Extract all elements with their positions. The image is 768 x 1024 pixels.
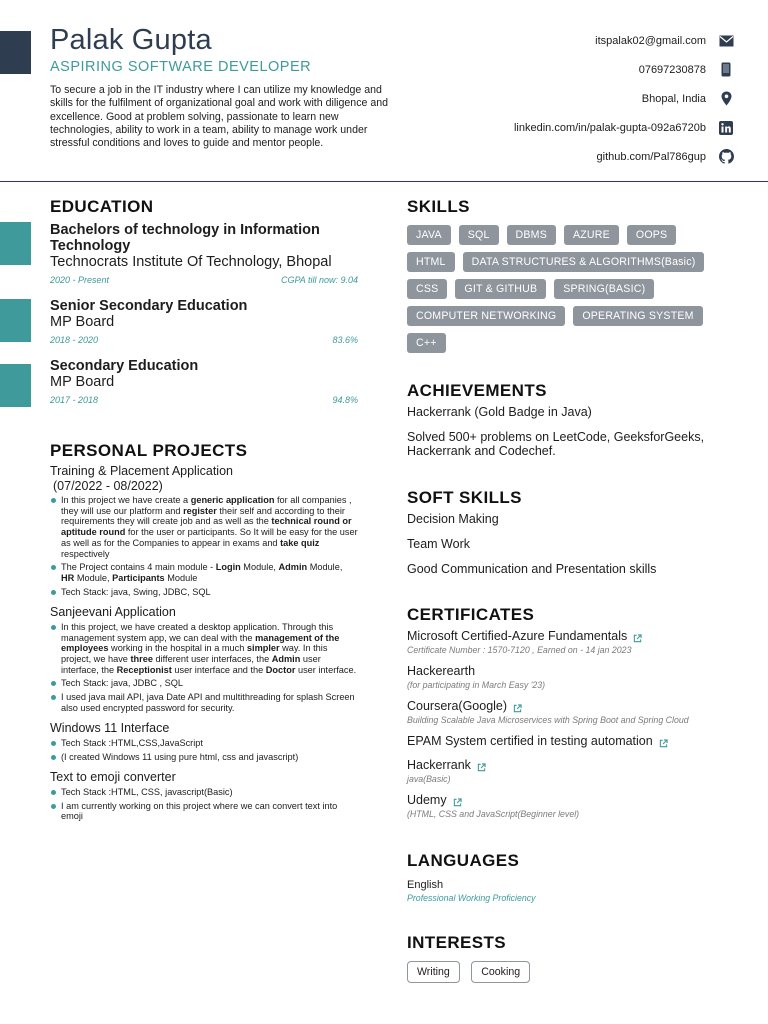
email-icon <box>718 33 734 49</box>
education-dates: 2020 - Present <box>50 275 110 285</box>
education-score: 94.8% <box>332 395 358 405</box>
email-text[interactable]: itspalak02@gmail.com <box>595 34 706 47</box>
skill-tag: CSS <box>407 279 447 299</box>
projects-heading: PERSONAL PROJECTS <box>50 441 248 460</box>
education-meta <box>50 275 358 285</box>
external-link-icon[interactable] <box>513 702 522 711</box>
skill-tag: GIT & GITHUB <box>455 279 546 299</box>
github-icon <box>718 149 734 165</box>
contact-phone[interactable] <box>514 55 734 84</box>
certificates-heading: CERTIFICATES <box>407 605 535 624</box>
education-item <box>50 222 358 285</box>
education-heading: EDUCATION <box>50 197 154 216</box>
skill-tag: SQL <box>459 225 499 245</box>
candidate-role: ASPIRING SOFTWARE DEVELOPER <box>50 59 312 75</box>
education-item <box>50 358 358 405</box>
skill-tag: AZURE <box>564 225 619 245</box>
phone-text[interactable]: 07697230878 <box>638 63 706 76</box>
soft-skill-item: Decision Making <box>407 512 499 526</box>
project-title: Sanjeevani Application <box>50 605 176 620</box>
list-item: I used java mail API, java Date API and multithreading for splash Screen also used encrypted password for security. <box>61 692 358 713</box>
school-name: MP Board <box>50 374 115 390</box>
github-text[interactable]: github.com/Pal786gup <box>596 150 706 163</box>
list-item: (I created Windows 11 using pure html, css and javascript) <box>61 752 358 763</box>
education-section <box>50 197 358 405</box>
interests-heading: INTERESTS <box>407 933 507 952</box>
certificates-section <box>407 605 737 820</box>
skill-tag: C++ <box>407 333 446 353</box>
candidate-name: Palak Gupta <box>50 24 212 56</box>
education-marker-1 <box>0 222 31 265</box>
skill-tag: JAVA <box>407 225 451 245</box>
education-marker-3 <box>0 364 31 407</box>
certificate-title[interactable]: Hackerrank <box>407 758 471 772</box>
achievement-item: Hackerrank (Gold Badge in Java) <box>407 405 592 419</box>
project-item <box>50 464 358 597</box>
skills-section <box>407 197 737 360</box>
certificate-detail: Certificate Number : 1570-7120 , Earned on - 14 jan 2023 <box>407 645 632 655</box>
project-bullets <box>50 787 358 822</box>
skill-tag: OOPS <box>627 225 676 245</box>
certificate-item <box>407 664 737 691</box>
degree-title: Senior Secondary Education <box>50 298 248 314</box>
achievements-heading: ACHIEVEMENTS <box>407 381 547 400</box>
degree-title: Bachelors of technology in Information Technology <box>50 222 320 254</box>
skill-tag: OPERATING SYSTEM <box>573 306 702 326</box>
certificate-detail: (HTML, CSS and JavaScript(Beginner level) <box>407 809 580 819</box>
certificate-detail: Building Scalable Java Microservices with Spring Boot and Spring Cloud <box>407 715 689 725</box>
list-item: Tech Stack :HTML,CSS,JavaScript <box>61 738 358 749</box>
list-item: Tech Stack: java, Swing, JDBC, SQL <box>61 587 358 598</box>
contact-location <box>514 84 734 113</box>
interest-list <box>407 961 737 983</box>
certificate-title: Hackerearth <box>407 664 476 678</box>
list-item: I am currently working on this project where we can convert text into emoji <box>61 801 358 822</box>
skill-tag: HTML <box>407 252 455 272</box>
list-item: In this project, we have created a desktop application. Through this management system app, we can deal with the management of the employees working in the hospital in a much simpler way. In this project, we have three different user interfaces, the Admin user interface, the Receptionist user interface and the Doctor user interface. <box>61 621 357 675</box>
education-meta <box>50 395 358 405</box>
soft-skill-item: Good Communication and Presentation skills <box>407 562 657 576</box>
education-meta <box>50 335 358 345</box>
contact-email[interactable] <box>514 26 734 55</box>
soft-skills-section <box>407 488 737 576</box>
skill-tags <box>407 225 737 360</box>
contact-list <box>514 26 734 171</box>
header-divider <box>0 181 768 182</box>
project-title: Windows 11 Interface <box>50 721 170 736</box>
education-dates: 2018 - 2020 <box>50 335 99 345</box>
external-link-icon[interactable] <box>633 632 642 641</box>
skills-heading: SKILLS <box>407 197 470 216</box>
certificate-title[interactable]: Udemy <box>407 793 447 807</box>
education-score: 83.6% <box>332 335 358 345</box>
skill-tag: SPRING(BASIC) <box>554 279 654 299</box>
linkedin-text[interactable]: linkedin.com/in/palak-gupta-092a6720b <box>513 121 706 134</box>
project-bullets <box>50 622 358 714</box>
education-dates: 2017 - 2018 <box>50 395 99 405</box>
achievements-section <box>407 381 737 458</box>
language-level: Professional Working Proficiency <box>407 893 536 903</box>
certificate-title[interactable]: EPAM System certified in testing automation <box>407 734 653 748</box>
skill-tag: DATA STRUCTURES & ALGORITHMS(Basic) <box>463 252 705 272</box>
school-name: Technocrats Institute Of Technology, Bhopal <box>50 254 332 270</box>
location-text: Bhopal, India <box>641 92 706 105</box>
contact-linkedin[interactable] <box>514 113 734 142</box>
project-title: Text to emoji converter <box>50 770 176 785</box>
certificate-item <box>407 699 737 726</box>
skill-tag: DBMS <box>507 225 556 245</box>
external-link-icon[interactable] <box>477 761 486 770</box>
languages-section <box>407 851 737 903</box>
skill-tag: COMPUTER NETWORKING <box>407 306 565 326</box>
project-item <box>50 770 358 822</box>
external-link-icon[interactable] <box>453 796 462 805</box>
certificate-item <box>407 758 737 785</box>
header-accent-bar <box>0 31 31 74</box>
languages-heading: LANGUAGES <box>407 851 520 870</box>
linkedin-icon <box>718 120 734 136</box>
language-name: English <box>407 879 444 891</box>
interest-item: Cooking <box>471 961 530 983</box>
soft-skills-heading: SOFT SKILLS <box>407 488 522 507</box>
project-item <box>50 721 358 762</box>
certificate-item <box>407 793 737 820</box>
external-link-icon[interactable] <box>659 737 668 746</box>
achievement-item: Solved 500+ problems on LeetCode, GeeksforGeeks, Hackerrank and Codechef. <box>407 430 705 458</box>
contact-github[interactable] <box>514 142 734 171</box>
project-dates: (07/2022 - 08/2022) <box>53 478 163 493</box>
degree-title: Secondary Education <box>50 358 199 374</box>
list-item: The Project contains 4 main module - Login Module, Admin Module, HR Module, Participants Module <box>61 562 358 583</box>
interests-section <box>407 933 737 983</box>
education-item <box>50 298 358 345</box>
certificate-detail: (for participating in March Easy '23) <box>407 680 546 690</box>
projects-section <box>50 441 358 825</box>
interest-item: Writing <box>407 961 460 983</box>
certificate-item <box>407 734 737 748</box>
location-icon <box>718 91 734 107</box>
list-item: Tech Stack: java, JDBC , SQL <box>61 678 358 689</box>
certificate-title[interactable]: Microsoft Certified-Azure Fundamentals <box>407 629 628 643</box>
profile-summary: To secure a job in the IT industry where I can utilize my knowledge and skills for the fulfilment of organizational goal and work with diligence and excellence. Good at problem solving, passionate to learn new technologies, ability to work in a team, ability to manage work under stressful conditions and loves to guide and mentor people. <box>50 84 389 150</box>
education-marker-2 <box>0 299 31 342</box>
education-score: CGPA till now: 9.04 <box>280 275 358 285</box>
soft-skill-item: Team Work <box>407 537 470 551</box>
project-bullets <box>50 495 358 597</box>
project-title: Training & Placement Application <box>50 464 233 478</box>
list-item: In this project we have create a generic application for all companies , they will use our platform and register their self and according to their requirements they will create job and as well as the technical round or aptitude round for the user or participants. So It will be easy for the user as well as for the Companies to appear in exams and take quiz respectively <box>61 495 358 559</box>
certificate-title[interactable]: Coursera(Google) <box>407 699 508 713</box>
project-bullets <box>50 738 358 762</box>
phone-icon <box>718 62 734 78</box>
certificate-detail: java(Basic) <box>407 774 451 784</box>
project-item <box>50 605 358 713</box>
list-item: Tech Stack :HTML, CSS, javascript(Basic) <box>61 787 358 798</box>
certificate-item <box>407 629 737 656</box>
school-name: MP Board <box>50 314 115 330</box>
